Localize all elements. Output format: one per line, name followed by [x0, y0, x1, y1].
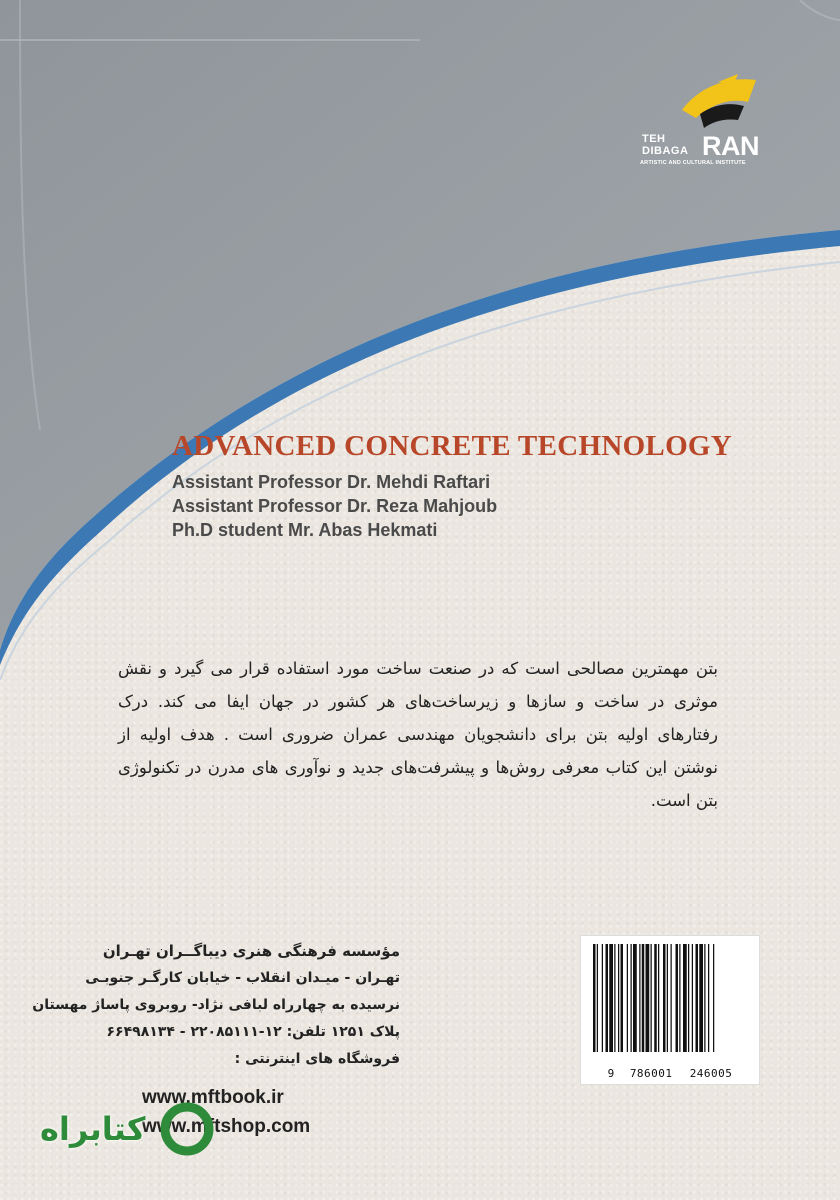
barcode-number	[581, 1067, 759, 1080]
barcode-group-1: 786001	[629, 1067, 673, 1080]
watermark-text: کتابراه	[40, 1110, 146, 1148]
publisher-phone: پلاک ۱۲۵۱ تلفن: ۱۲-۲۲۰۸۵۱۱۱ - ۶۶۴۹۸۱۳۴	[106, 1024, 400, 1040]
barcode-bar	[609, 944, 613, 1052]
barcode-bar	[704, 944, 705, 1052]
ketabrah-watermark	[40, 1096, 195, 1166]
logo-teh: TEH	[642, 133, 666, 145]
author-2: Assistant Professor Dr. Reza Mahjoub	[172, 496, 498, 516]
barcode-bar	[692, 944, 693, 1052]
barcode-bar	[663, 944, 666, 1052]
barcode-bar	[679, 944, 680, 1052]
barcode-bar	[602, 944, 603, 1052]
author-1: Assistant Professor Dr. Mehdi Raftari	[172, 472, 491, 492]
website-mftbook[interactable]: www.mftbook.ir	[142, 1087, 284, 1108]
author-list	[172, 470, 497, 542]
barcode-bar	[713, 944, 714, 1052]
barcode-bar	[654, 944, 657, 1052]
barcode-bar	[621, 944, 624, 1052]
publisher-logo	[640, 70, 765, 170]
publisher-address-1: تهـران - میـدان انقلاب - خیابان کارگـر جنوبـی	[85, 970, 400, 986]
barcode-group-2: 246005	[689, 1067, 733, 1080]
barcode-bar	[658, 944, 659, 1052]
barcode-bar	[676, 944, 679, 1052]
website-mftshop[interactable]: www.mftshop.com	[142, 1116, 311, 1137]
barcode-bar	[688, 944, 689, 1052]
barcode-bar	[699, 944, 703, 1052]
logo-subtitle: ARTISTIC AND CULTURAL INSTITUTE	[640, 160, 746, 166]
isbn-barcode	[580, 935, 760, 1085]
barcode-bar	[696, 944, 699, 1052]
barcode-bar	[618, 944, 619, 1052]
barcode-bar	[683, 944, 687, 1052]
publisher-info	[32, 938, 400, 1073]
barcode-bar	[671, 944, 672, 1052]
barcode-bar	[642, 944, 645, 1052]
barcode-bars	[591, 944, 749, 1054]
book-title: ADVANCED CONCRETE TECHNOLOGY	[172, 430, 733, 462]
publisher-address-2: نرسیده به چهارراه لبافی نژاد- روبروی پاساژ مهستان	[32, 997, 400, 1013]
barcode-bar	[667, 944, 668, 1052]
logo-mark-icon	[678, 70, 758, 132]
barcode-bar	[708, 944, 709, 1052]
barcode-bar	[646, 944, 650, 1052]
barcode-bar	[597, 944, 598, 1052]
publisher-name: مؤسسه فرهنگی هنری دیباگــران تهـران	[102, 942, 400, 960]
barcode-bar	[639, 944, 640, 1052]
logo-ran: RAN	[702, 131, 759, 161]
barcode-prefix: 9	[607, 1067, 615, 1080]
barcode-bar	[606, 944, 609, 1052]
watermark-ring-icon	[158, 1100, 216, 1158]
barcode-bar	[631, 944, 632, 1052]
author-3: Ph.D student Mr. Abas Hekmati	[172, 520, 438, 540]
barcode-bar	[614, 944, 615, 1052]
barcode-bar	[593, 944, 596, 1052]
online-stores-label: فروشگاه های اینترنتی :	[234, 1051, 400, 1067]
logo-dibaga: DIBAGA	[642, 145, 689, 157]
book-description: بتن مهمترین مصالحی است که در صنعت ساخت مورد استفاده قرار می گیرد و نقش موثری در ساخت و سازها و زیرساخت‌های هر کشور در جهان ایفا می کند. درک رفتارهای اولیه بتن برای دانشجویان مهندسی عمران ضروری است . هدف اولیه از نوشتن این کتاب معرفی روش‌ها و پیشرفت‌های جدید و نوآوری های مدرن در تکنولوژی بتن است.	[118, 659, 718, 810]
barcode-bar	[627, 944, 628, 1052]
barcode-bar	[651, 944, 652, 1052]
barcode-bar	[633, 944, 637, 1052]
